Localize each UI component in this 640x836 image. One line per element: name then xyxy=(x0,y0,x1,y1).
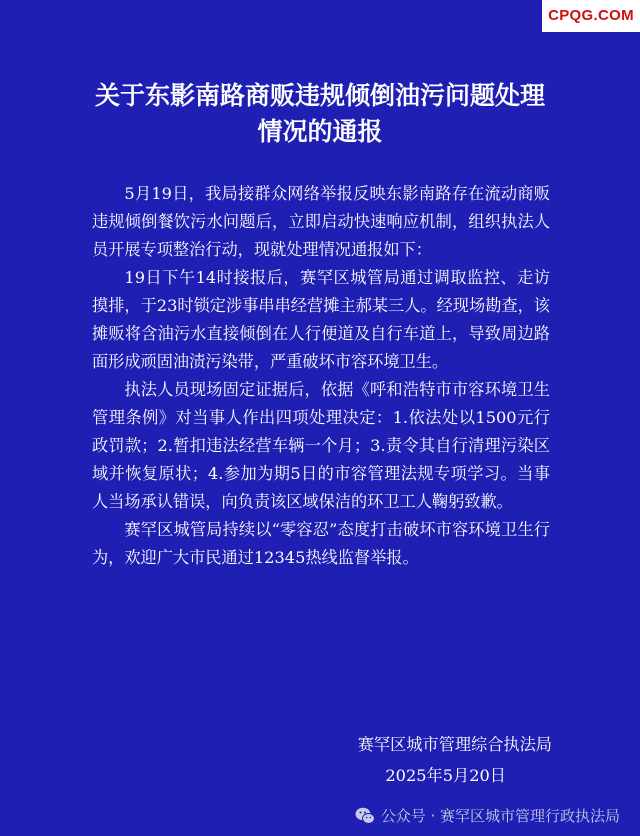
paragraph-closing: 赛罕区城管局持续以“零容忍”态度打击破坏市容环境卫生行为，欢迎广大市民通过12345热线监督举报。 xyxy=(92,520,550,567)
paragraph-investigation: 19日下午14时接报后，赛罕区城管局通过调取监控、走访摸排，于23时锁定涉事串串经营摊主郝某三人。经现场勘查，该摊贩将含油污水直接倾倒在人行便道及自行车道上，导致周边路面形成顽固油渍污染带，严重破坏市容环境卫生。 xyxy=(92,268,550,371)
title-line-2: 情况的通报 xyxy=(257,117,383,146)
paragraph-penalties: 执法人员现场固定证据后，依据《呼和浩特市市容环境卫生管理条例》对当事人作出四项处理决定：1.依法处以1500元行政罚款；2.暂扣违法经营车辆一个月；3.责令其自行清理污染区域并恢复原状；4.参加为期5日的市容管理法规专项学习。当事人当场承认错误，向负责该区域保洁的环卫工人鞠躬致歉。 xyxy=(92,380,550,511)
notice-title xyxy=(40,78,600,150)
signature-org: 赛罕区城市管理综合执法局 xyxy=(357,735,552,754)
watermark-logo: CPQG.COM xyxy=(542,0,640,32)
signature-date: 2025年5月20日 xyxy=(385,766,506,785)
footer-account xyxy=(355,805,620,826)
title-line-1: 关于东影南路商贩违规倾倒油污问题处理 xyxy=(94,81,545,110)
notice-body xyxy=(92,180,550,572)
footer-text: 公众号 · 赛罕区城市管理行政执法局 xyxy=(380,807,620,825)
paragraph-intro: 5月19日，我局接群众网络举报反映东影南路存在流动商贩违规倾倒餐饮污水问题后，立即启动快速响应机制，组织执法人员开展专项整治行动，现就处理情况通报如下： xyxy=(92,184,550,259)
wechat-icon xyxy=(355,807,375,825)
